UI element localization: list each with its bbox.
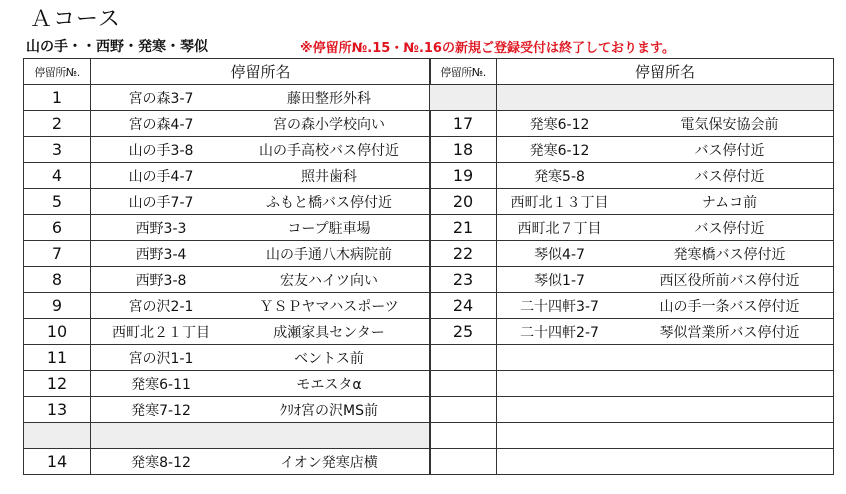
- stop-number: 8: [24, 267, 91, 293]
- stop-name: 成瀬家具センター: [273, 324, 385, 341]
- table-header-row: [430, 59, 834, 85]
- stop-name: 電気保安協会前: [680, 116, 779, 133]
- table-row: [430, 163, 834, 189]
- table-row: [24, 345, 431, 371]
- stop-location: 山の手4-7: [128, 168, 194, 185]
- stop-number: 2: [24, 111, 91, 137]
- stop-name: バス停付近: [694, 168, 765, 185]
- table-row: [24, 423, 431, 449]
- table-row: [24, 215, 431, 241]
- stop-name: 西区役所前バス停付近: [659, 272, 800, 289]
- stop-number: 25: [430, 319, 497, 345]
- stop-name: 山の手通八木病院前: [266, 246, 392, 263]
- stop-number: 14: [24, 449, 91, 475]
- stop-location: 二十四軒2-7: [520, 324, 599, 341]
- stop-info: [497, 163, 834, 189]
- stops-table-left: [23, 58, 431, 475]
- stop-number: [430, 85, 497, 111]
- stop-name: ＹＳＰヤマハスポーツ: [259, 298, 399, 315]
- stop-info: [497, 215, 834, 241]
- table-row: [430, 449, 834, 475]
- stop-location: 発寒6-12: [529, 116, 590, 133]
- stop-location: 西町北２１丁目: [112, 324, 210, 341]
- stop-info: [497, 189, 834, 215]
- header-stop-name: 停留所名: [497, 59, 834, 85]
- route-areas: 山の手・・西野・発寒・琴似: [26, 39, 208, 55]
- stop-info: [497, 267, 834, 293]
- stop-location: 山の手7-7: [128, 194, 194, 211]
- stop-info: [91, 215, 431, 241]
- table-row: [430, 293, 834, 319]
- stop-info: [497, 371, 834, 397]
- header-stop-number: 停留所№.: [24, 59, 91, 85]
- stop-number: 7: [24, 241, 91, 267]
- stop-info: [91, 345, 431, 371]
- stop-info: [91, 241, 431, 267]
- stop-number: 1: [24, 85, 91, 111]
- stop-name: バス停付近: [694, 142, 765, 159]
- table-row: [24, 85, 431, 111]
- table-row: [24, 189, 431, 215]
- stop-number: 4: [24, 163, 91, 189]
- stop-info: [497, 397, 834, 423]
- stop-number: 6: [24, 215, 91, 241]
- stop-name: 照井歯科: [301, 168, 357, 185]
- stop-number: 9: [24, 293, 91, 319]
- stop-number: [430, 423, 497, 449]
- table-row: [24, 293, 431, 319]
- stop-info: [497, 319, 834, 345]
- stop-info: [497, 85, 834, 111]
- stop-name: モエスタα: [296, 376, 362, 393]
- stop-location: 西野3-4: [135, 246, 187, 263]
- stop-info: [497, 137, 834, 163]
- stop-number: 18: [430, 137, 497, 163]
- stop-info: [497, 293, 834, 319]
- stop-number: 23: [430, 267, 497, 293]
- stop-number: 24: [430, 293, 497, 319]
- stop-number: 20: [430, 189, 497, 215]
- stop-number: [430, 345, 497, 371]
- stop-number: 10: [24, 319, 91, 345]
- header-stop-number: 停留所№.: [430, 59, 497, 85]
- table-row: [24, 397, 431, 423]
- stop-name: コープ駐車場: [287, 220, 371, 237]
- table-row: [24, 241, 431, 267]
- stop-location: 琴似4-7: [534, 246, 585, 263]
- stop-info: [497, 423, 834, 449]
- table-row: [430, 319, 834, 345]
- stop-number: [430, 371, 497, 397]
- table-row: [24, 319, 431, 345]
- table-row: [430, 137, 834, 163]
- stop-number: 22: [430, 241, 497, 267]
- stop-info: [91, 85, 431, 111]
- stop-location: 発寒8-12: [131, 454, 191, 471]
- stop-info: [497, 449, 834, 475]
- course-title: Ａコース: [30, 7, 121, 32]
- table-row: [24, 371, 431, 397]
- stop-name: 山の手一条バス停付近: [659, 298, 800, 315]
- stops-table-right: [429, 58, 834, 475]
- table-row: [430, 345, 834, 371]
- table-row: [24, 449, 431, 475]
- table-header-row: [24, 59, 431, 85]
- stop-location: 琴似1-7: [534, 272, 585, 289]
- stop-location: 宮の沢2-1: [128, 298, 194, 315]
- stop-name: ふもと橋バス停付近: [266, 194, 392, 211]
- stop-info: [91, 371, 431, 397]
- stop-info: [91, 423, 431, 449]
- stop-name: ｸﾘｵ宮の沢MS前: [280, 402, 378, 419]
- table-row: [24, 267, 431, 293]
- stop-info: [497, 345, 834, 371]
- stop-info: [497, 241, 834, 267]
- stop-info: [91, 137, 431, 163]
- table-row: [430, 215, 834, 241]
- stop-location: 発寒6-11: [131, 376, 191, 393]
- stop-number: 3: [24, 137, 91, 163]
- stop-number: 17: [430, 111, 497, 137]
- stop-info: [91, 189, 431, 215]
- stop-number: 19: [430, 163, 497, 189]
- stop-name: 発寒橋バス停付近: [673, 246, 786, 263]
- stop-location: 宮の森4-7: [128, 116, 194, 133]
- stop-location: 発寒6-12: [529, 142, 590, 159]
- stop-info: [91, 397, 431, 423]
- stop-location: 宮の沢1-1: [128, 350, 194, 367]
- stop-name: バス停付近: [694, 220, 765, 237]
- stop-location: 発寒7-12: [131, 402, 191, 419]
- stop-location: 西町北１３丁目: [510, 194, 609, 211]
- stop-info: [91, 449, 431, 475]
- stop-name: 宏友ハイツ向い: [280, 272, 378, 289]
- header-stop-name: 停留所名: [91, 59, 431, 85]
- registration-notice: ※停留所№.15・№.16の新規ご登録受付は終了しております。: [300, 41, 675, 56]
- stop-number: 21: [430, 215, 497, 241]
- stop-location: 西野3-3: [135, 220, 187, 237]
- stop-number: 11: [24, 345, 91, 371]
- table-row: [430, 189, 834, 215]
- stop-info: [91, 293, 431, 319]
- stop-location: 山の手3-8: [128, 142, 194, 159]
- table-row: [24, 137, 431, 163]
- table-row: [430, 267, 834, 293]
- stop-location: 西野3-8: [135, 272, 187, 289]
- stop-number: [430, 449, 497, 475]
- stop-name: 琴似営業所バス停付近: [659, 324, 800, 341]
- stop-location: 二十四軒3-7: [520, 298, 599, 315]
- stop-number: 5: [24, 189, 91, 215]
- table-row: [430, 423, 834, 449]
- stop-name: ベントス前: [294, 350, 364, 367]
- stop-info: [91, 111, 431, 137]
- stop-name: 宮の森小学校向い: [273, 116, 385, 133]
- stop-info: [91, 267, 431, 293]
- stop-number: 12: [24, 371, 91, 397]
- table-row: [430, 371, 834, 397]
- table-row: [24, 111, 431, 137]
- table-row: [430, 397, 834, 423]
- stop-name: イオン発寒店横: [280, 454, 378, 471]
- stop-location: 発寒5-8: [534, 168, 585, 185]
- table-row: [430, 241, 834, 267]
- stop-info: [91, 319, 431, 345]
- stop-name: 藤田整形外科: [287, 90, 371, 107]
- table-row: [24, 163, 431, 189]
- stop-location: 宮の森3-7: [128, 90, 194, 107]
- stop-name: 山の手高校バス停付近: [259, 142, 399, 159]
- stop-info: [91, 163, 431, 189]
- table-row: [430, 111, 834, 137]
- stop-number: [24, 423, 91, 449]
- stop-location: 西町北７丁目: [517, 220, 602, 237]
- stop-number: [430, 397, 497, 423]
- table-row: [430, 85, 834, 111]
- stop-number: 13: [24, 397, 91, 423]
- stop-name: ナムコ前: [701, 194, 758, 211]
- stop-info: [497, 111, 834, 137]
